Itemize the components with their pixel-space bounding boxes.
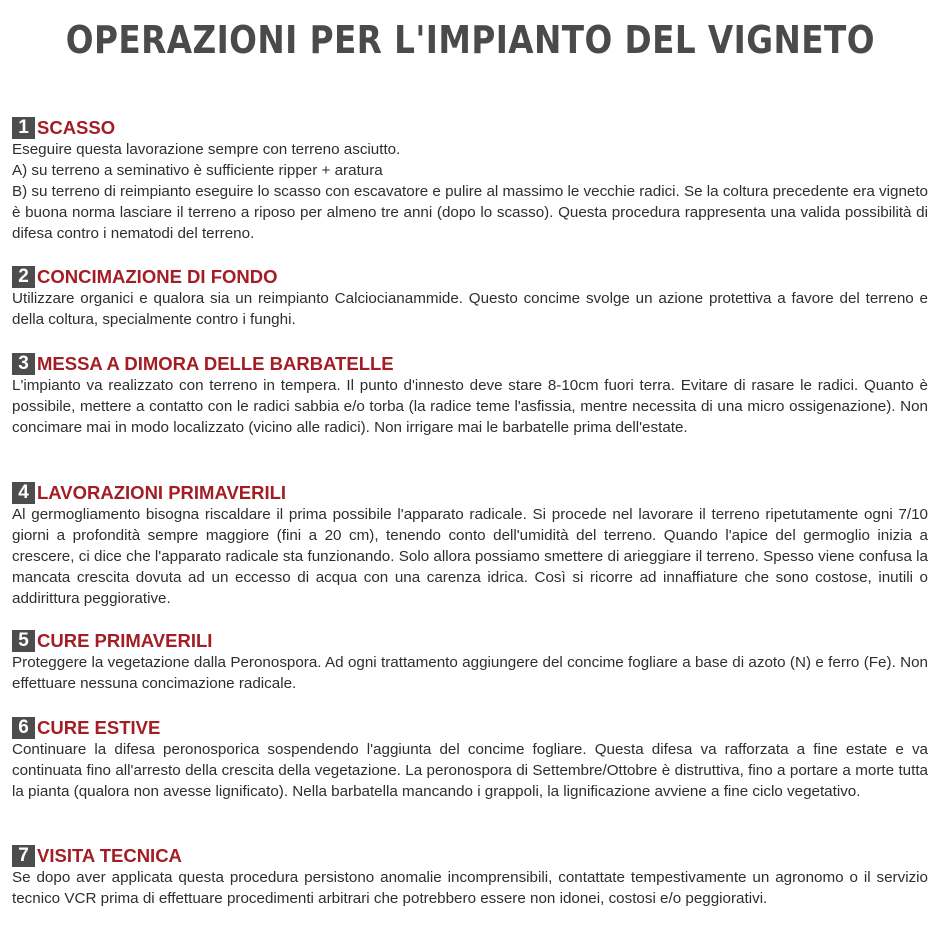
section-body [12, 289, 928, 331]
section-number-badge: 5 [12, 630, 35, 652]
section-visita-tecnica [12, 844, 928, 910]
section-lavorazioni-primaverili [12, 481, 928, 610]
body-paragraph: Continuare la difesa peronosporica sospendendo l'aggiunta del concime fogliare. Questa difesa va rafforzata a fine estate e va continuata fino all'arresto della crescita della vegetazione. La peronospora di Settembre/Ottobre è distruttiva, fino a portare a morte tutta la pianta (qualora non avesse lignificato). Nella barbatella mancando i grappoli, la lignificazione avviene a fine ciclo vegetativo. [12, 741, 928, 800]
section-title: MESSA A DIMORA DELLE BARBATELLE [37, 353, 394, 374]
section-heading [12, 716, 928, 740]
section-body [12, 653, 928, 695]
section-cure-primaverili [12, 629, 928, 695]
section-number-badge: 3 [12, 353, 35, 375]
section-body [12, 376, 928, 439]
section-heading [12, 481, 928, 505]
section-heading [12, 116, 928, 140]
section-title: CURE PRIMAVERILI [37, 630, 213, 651]
section-messa-a-dimora [12, 352, 928, 439]
section-heading [12, 844, 928, 868]
body-paragraph: Proteggere la vegetazione dalla Peronospora. Ad ogni trattamento aggiungere del concime fogliare a base di azoto (N) e ferro (Fe). Non effettuare nessuna concimazione radicale. [12, 654, 928, 692]
body-line: A) su terreno a seminativo è sufficiente ripper + aratura [12, 161, 383, 179]
body-paragraph: Al germogliamento bisogna riscaldare il prima possibile l'apparato radicale. Si procede nel lavorare il terreno ripetutamente ogni 7/10 giorni a profondità sempre maggiore (fini a 20 cm), tenendo conto dell'umidità del terreno. Quando l'apice del germoglio inizia a crescere, ci dice che l'apparato radicale sta funzionando. Solo allora possiamo smettere di arieggiare il terreno. Spesso viene confusa la mancata crescita dovuta ad un eccesso di acqua con una carenza idrica. Così si ricorre ad innaffiature che sono costose, inutili o addirittura peggiorative. [12, 506, 928, 607]
body-paragraph: Se dopo aver applicata questa procedura persistono anomalie incomprensibili, contattate tempestivamente un agronomo o il servizio tecnico VCR prima di effettuare procedimenti arbitrari che potrebbero essere non idonei, costosi e/o peggiorativi. [12, 869, 928, 907]
section-heading [12, 629, 928, 653]
section-scasso [12, 116, 928, 245]
section-heading [12, 265, 928, 289]
section-number-badge: 1 [12, 117, 35, 139]
section-title: LAVORAZIONI PRIMAVERILI [37, 482, 287, 503]
body-line: Eseguire questa lavorazione sempre con terreno asciutto. [12, 141, 401, 158]
body-paragraph: L'impianto va realizzato con terreno in tempera. Il punto d'innesto deve stare 8-10cm fuori terra. Evitare di rasare le radici. Quanto è possibile, mettere a contatto con le radici sabbia e/o torba (la radice teme l'asfissia, mentre necessita di una micro ossigenazione). Non concimare mai in modo localizzato (vicino alle radici). Non irrigare mai le barbatelle prima dell'estate. [12, 377, 928, 436]
section-number-badge: 2 [12, 266, 35, 288]
section-title: CURE ESTIVE [37, 717, 161, 738]
page-title: OPERAZIONI PER L'IMPIANTO DEL VIGNETO [65, 18, 875, 62]
section-body [12, 868, 928, 910]
section-title: VISITA TECNICA [37, 845, 182, 866]
section-number-badge: 6 [12, 717, 35, 739]
section-cure-estive [12, 716, 928, 803]
section-body [12, 140, 928, 245]
section-number-badge: 7 [12, 845, 35, 867]
section-heading [12, 352, 928, 376]
section-body [12, 505, 928, 610]
section-number-badge: 4 [12, 482, 35, 504]
section-title: CONCIMAZIONE DI FONDO [37, 266, 278, 287]
section-body [12, 740, 928, 803]
section-title: SCASSO [37, 117, 116, 138]
body-paragraph: Utilizzare organici e qualora sia un reimpianto Calciocianammide. Questo concime svolge un azione protettiva a favore del terreno e della coltura, specialmente contro i funghi. [12, 290, 928, 328]
section-concimazione-di-fondo [12, 265, 928, 331]
body-paragraph: B) su terreno di reimpianto eseguire lo scasso con escavatore e pulire al massimo le vecchie radici. Se la coltura precedente era vigneto è buona norma lasciare il terreno a riposo per almeno tre anni (dopo lo scasso). Questa procedura rappresenta una valida possibilità di difesa contro i nematodi del terreno. [12, 182, 928, 242]
